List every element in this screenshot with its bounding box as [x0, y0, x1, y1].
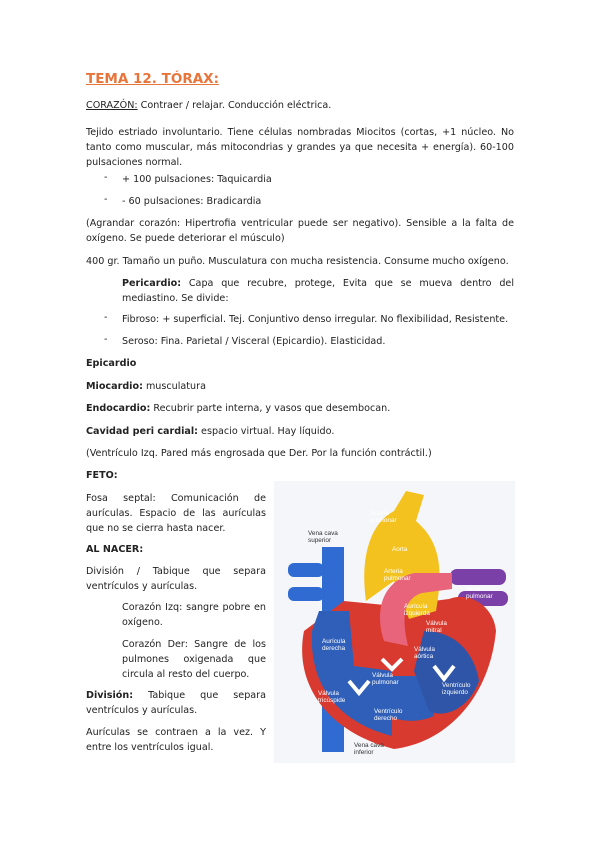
label-arteria-pulmonar-2: pulmonar: [370, 517, 397, 524]
pericardio-text: Capa que recubre, protege, Evita que se mueva dentro del mediastino. Se divide:: [122, 278, 514, 304]
label-valvula-pulmonar-2: pulmonar: [372, 679, 399, 686]
label-ventriculo-izq-2: izquierdo: [442, 689, 468, 696]
label-aorta: Aorta: [392, 546, 408, 553]
pulmonary-vein-left-bottom: [288, 587, 324, 601]
tejido-paragraph: Tejido estriado involuntario. Tiene células nombradas Miocitos (cortas, +1 núcleo. No tanto como muscular, más mitocondrias y grandes ya que necesita + energía). 60-100 pulsaciones normal.: [86, 127, 514, 168]
label-valvula-pulmonar-1: Válvula: [372, 672, 393, 679]
fosa-paragraph: Fosa septal: Comunicación de aurículas. Espacio de las aurículas que no se cierra hasta nacer.: [86, 493, 266, 534]
list-item: + 100 pulsaciones: Taquicardia: [122, 174, 272, 185]
label-ventriculo-izq-1: Ventrículo: [442, 682, 471, 689]
label-auricula-izq-2: izquierda: [404, 610, 430, 617]
feto-heading: FETO:: [86, 470, 118, 481]
corazon-label: CORAZÓN:: [86, 100, 138, 111]
label-auricula-der-1: Aurícula: [322, 638, 346, 645]
division2-paragraph: [86, 688, 266, 718]
label-vena-cava-sup-1: Vena cava: [308, 530, 338, 537]
list-dash: -: [104, 194, 108, 205]
pulmonary-vessel-right-top: [450, 569, 506, 585]
label-valvula-aortica-1: Válvula: [414, 646, 435, 653]
label-valvula-aortica-2: aórtica: [414, 653, 434, 660]
heart-diagram: [274, 481, 515, 763]
corazon-text: Contraer / relajar. Conducción eléctrica.: [137, 100, 332, 111]
label-ventriculo-der-2: derecho: [374, 715, 398, 722]
auriculas-paragraph: Aurículas se contraen a la vez. Y entre los ventrículos igual.: [86, 727, 266, 753]
corazon-der-paragraph: Corazón Der: Sangre de los pulmones oxigenada que circula al resto del cuerpo.: [122, 639, 266, 680]
agrandar-paragraph: (Agrandar corazón: Hipertrofia ventricular puede ser negativo). Sensible a la falta de oxígeno. Se puede deteriorar el músculo): [86, 218, 514, 244]
label-valvula-mitral-2: mitral: [426, 627, 442, 634]
pericardio-label: Pericardio:: [122, 278, 182, 289]
endocardio-label: Endocardio:: [86, 403, 151, 414]
list-dash: -: [104, 334, 108, 345]
endocardio-paragraph: [86, 401, 514, 416]
miocardio-label: Miocardio:: [86, 381, 143, 392]
label-ventriculo-der-1: Ventrículo: [374, 708, 403, 715]
epicardio-heading: Epicardio: [86, 358, 137, 369]
al-nacer-heading: AL NACER:: [86, 544, 144, 555]
division-paragraph: División / Tabique que separa ventrículos y aurículas.: [86, 566, 266, 592]
list-item: Fibroso: + superficial. Tej. Conjuntivo denso irregular. No flexibilidad, Resistente.: [122, 314, 509, 325]
page-title: TEMA 12. TÓRAX:: [86, 71, 219, 87]
label-valvula-tricuspide-1: Válvula: [318, 690, 339, 697]
heart-illustration: [274, 481, 515, 763]
list-item: - 60 pulsaciones: Bradicardia: [122, 196, 262, 207]
label-vena-cava-inf-1: Vena cava: [354, 742, 384, 749]
label-arteria-pulmonar2-1: Arteria: [384, 568, 403, 575]
label-vena-pulmonar-1: Vena: [466, 586, 481, 593]
pericardio-paragraph: [122, 276, 514, 306]
division2-text: Tabique que separa ventrículos y aurículas.: [86, 690, 266, 716]
label-valvula-mitral-1: Válvula: [426, 620, 447, 627]
label-valvula-tricuspide-2: tricúspide: [318, 697, 346, 704]
ventriculo-paragraph: (Ventrículo Izq. Pared más engrosada que Der. Por la función contráctil.): [86, 448, 432, 459]
miocardio-text: musculatura: [142, 381, 206, 392]
label-arteria-pulmonar-1: Arteria: [370, 510, 389, 517]
cavidad-paragraph: [86, 424, 514, 439]
label-vena-pulmonar-2: pulmonar: [466, 593, 493, 600]
list-dash: -: [104, 172, 108, 183]
list-item: Seroso: Fina. Parietal / Visceral (Epicardio). Elasticidad.: [122, 336, 386, 347]
miocardio-paragraph: [86, 379, 514, 394]
label-vena-cava-inf-2: inferior: [354, 749, 374, 756]
corazon-izq-paragraph: Corazón Izq: sangre pobre en oxígeno.: [122, 602, 266, 628]
list-dash: -: [104, 312, 108, 323]
label-vena-cava-sup-2: superior: [308, 537, 332, 544]
endocardio-text: Recubrir parte interna, y vasos que desembocan.: [150, 403, 391, 414]
pulmonary-vein-left-top: [288, 563, 324, 577]
label-auricula-der-2: derecha: [322, 645, 346, 652]
division2-label: División:: [86, 690, 134, 701]
cavidad-label: Cavidad peri cardial:: [86, 426, 198, 437]
corazon-paragraph: [86, 98, 514, 113]
peso-paragraph: 400 gr. Tamaño un puño. Musculatura con mucha resistencia. Consume mucho oxígeno.: [86, 256, 509, 267]
label-auricula-izq-1: Aurícula: [404, 603, 428, 610]
cavidad-text: espacio virtual. Hay líquido.: [198, 426, 335, 437]
label-arteria-pulmonar2-2: pulmonar: [384, 575, 411, 582]
